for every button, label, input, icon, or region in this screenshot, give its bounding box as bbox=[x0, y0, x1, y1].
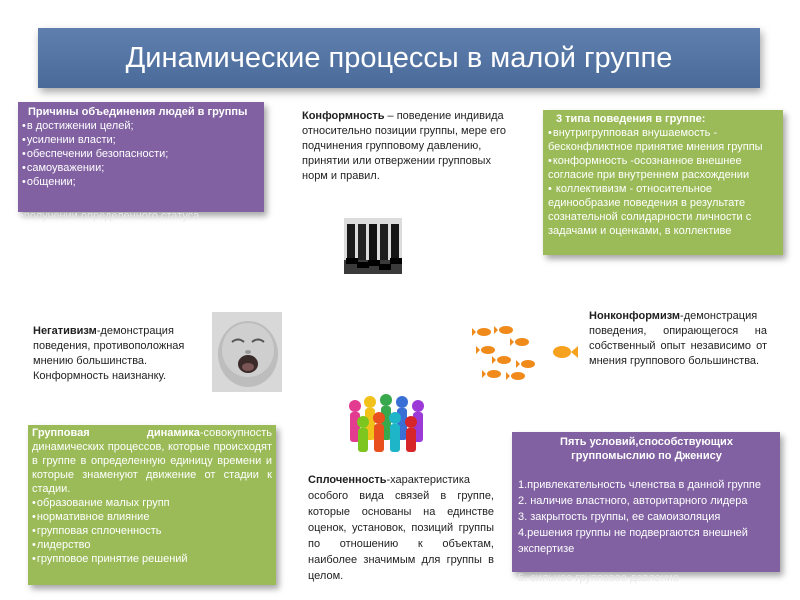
negativism-term: Негативизм bbox=[33, 325, 97, 337]
behavior-types-list bbox=[548, 126, 779, 238]
group-dynamics-item: • лидерство bbox=[32, 538, 272, 552]
group-dynamics-item: • образование малых групп bbox=[32, 496, 272, 510]
group-dynamics-item: • групповая сплоченность bbox=[32, 524, 272, 538]
causes-overflow-text: •получении определенного статуса bbox=[20, 210, 200, 222]
janis-conditions-box bbox=[512, 432, 780, 572]
causes-item: • в достижении целей; bbox=[22, 119, 260, 133]
causes-item: • общении; bbox=[22, 175, 260, 189]
behavior-type-item: • коллективизм - относительное единообразие поведения в результате сознательной солидарности личности с задачами и оценками, в коллективе bbox=[548, 182, 779, 238]
causes-box bbox=[18, 102, 264, 212]
behavior-types-box bbox=[543, 110, 783, 255]
group-dynamics-term: Групповая динамика bbox=[32, 427, 200, 439]
conformity-text: Конформность – поведение индивида относительно позиции группы, мере его подчинения групповому давлению, принятии или отвержении групповых норм и правил. bbox=[302, 110, 507, 182]
legs-icon bbox=[344, 218, 402, 274]
nonconformism-text: Нонконформизм-демонстрация поведения, опирающегося на собственный опыт независимо от мнения группового большинства. bbox=[589, 310, 767, 367]
slide-title: Динамические процессы в малой группе bbox=[125, 41, 673, 74]
janis-item: 1.привлекательность членства в данной группе bbox=[518, 479, 761, 491]
nonconformism-term: Нонконформизм bbox=[589, 310, 681, 322]
goldfish-school-icon bbox=[472, 322, 580, 382]
group-dynamics-list bbox=[32, 496, 272, 566]
causes-item: • усилении власти; bbox=[22, 133, 260, 147]
causes-list bbox=[22, 119, 260, 189]
janis-item: 3. закрытость группы, ее самоизоляция bbox=[518, 511, 721, 523]
janis-heading: Пять условий,способствующих группомыслию по Дженису bbox=[560, 436, 733, 462]
group-dynamics-item: • нормативное влияние bbox=[32, 510, 272, 524]
group-dynamics-definition: Групповая динамика-совокупность динамических процессов, которые происходят в группе в определенную единицу времени и которые знаменуют движение от стадии к стадии. bbox=[32, 427, 272, 495]
conformity-term: Конформность bbox=[302, 110, 385, 122]
cohesion-text: Сплоченность-характеристика особого вида связей в группе, которые основаны на единстве оценок, установок, позиций группы по отношению к объектам, наиболее значимым для группы в целом. bbox=[308, 474, 494, 582]
negativism-text: Негативизм-демонстрация поведения, противоположная мнению большинства. Конформность наизнанку. bbox=[33, 325, 185, 382]
janis-overflow-text: 5. сильное групповое давление bbox=[518, 572, 679, 584]
behavior-type-item: • внутригрупповая внушаемость - бесконфликтное принятие мнения группы bbox=[548, 126, 779, 154]
janis-item: 4.решения группы не подвергаются внешней экспертизе bbox=[518, 527, 748, 555]
causes-heading: Причины объединения людей в группы bbox=[28, 106, 248, 118]
crying-baby-icon bbox=[212, 312, 282, 392]
people-circle-icon bbox=[343, 392, 433, 456]
janis-item: 2. наличие властного, авторитарного лидера bbox=[518, 495, 748, 507]
behavior-types-heading: 3 типа поведения в группе: bbox=[556, 113, 706, 125]
behavior-type-item: • конформность -осознанное внешнее согласие при внутреннем расхождении bbox=[548, 154, 779, 182]
causes-item: • обеспечении безопасности; bbox=[22, 147, 260, 161]
slide-title-bar bbox=[38, 28, 760, 88]
group-dynamics-item: • групповое принятие решений bbox=[32, 552, 272, 566]
cohesion-term: Сплоченность bbox=[308, 474, 387, 486]
group-dynamics-box bbox=[28, 425, 276, 585]
causes-item: • самоуважении; bbox=[22, 161, 260, 175]
